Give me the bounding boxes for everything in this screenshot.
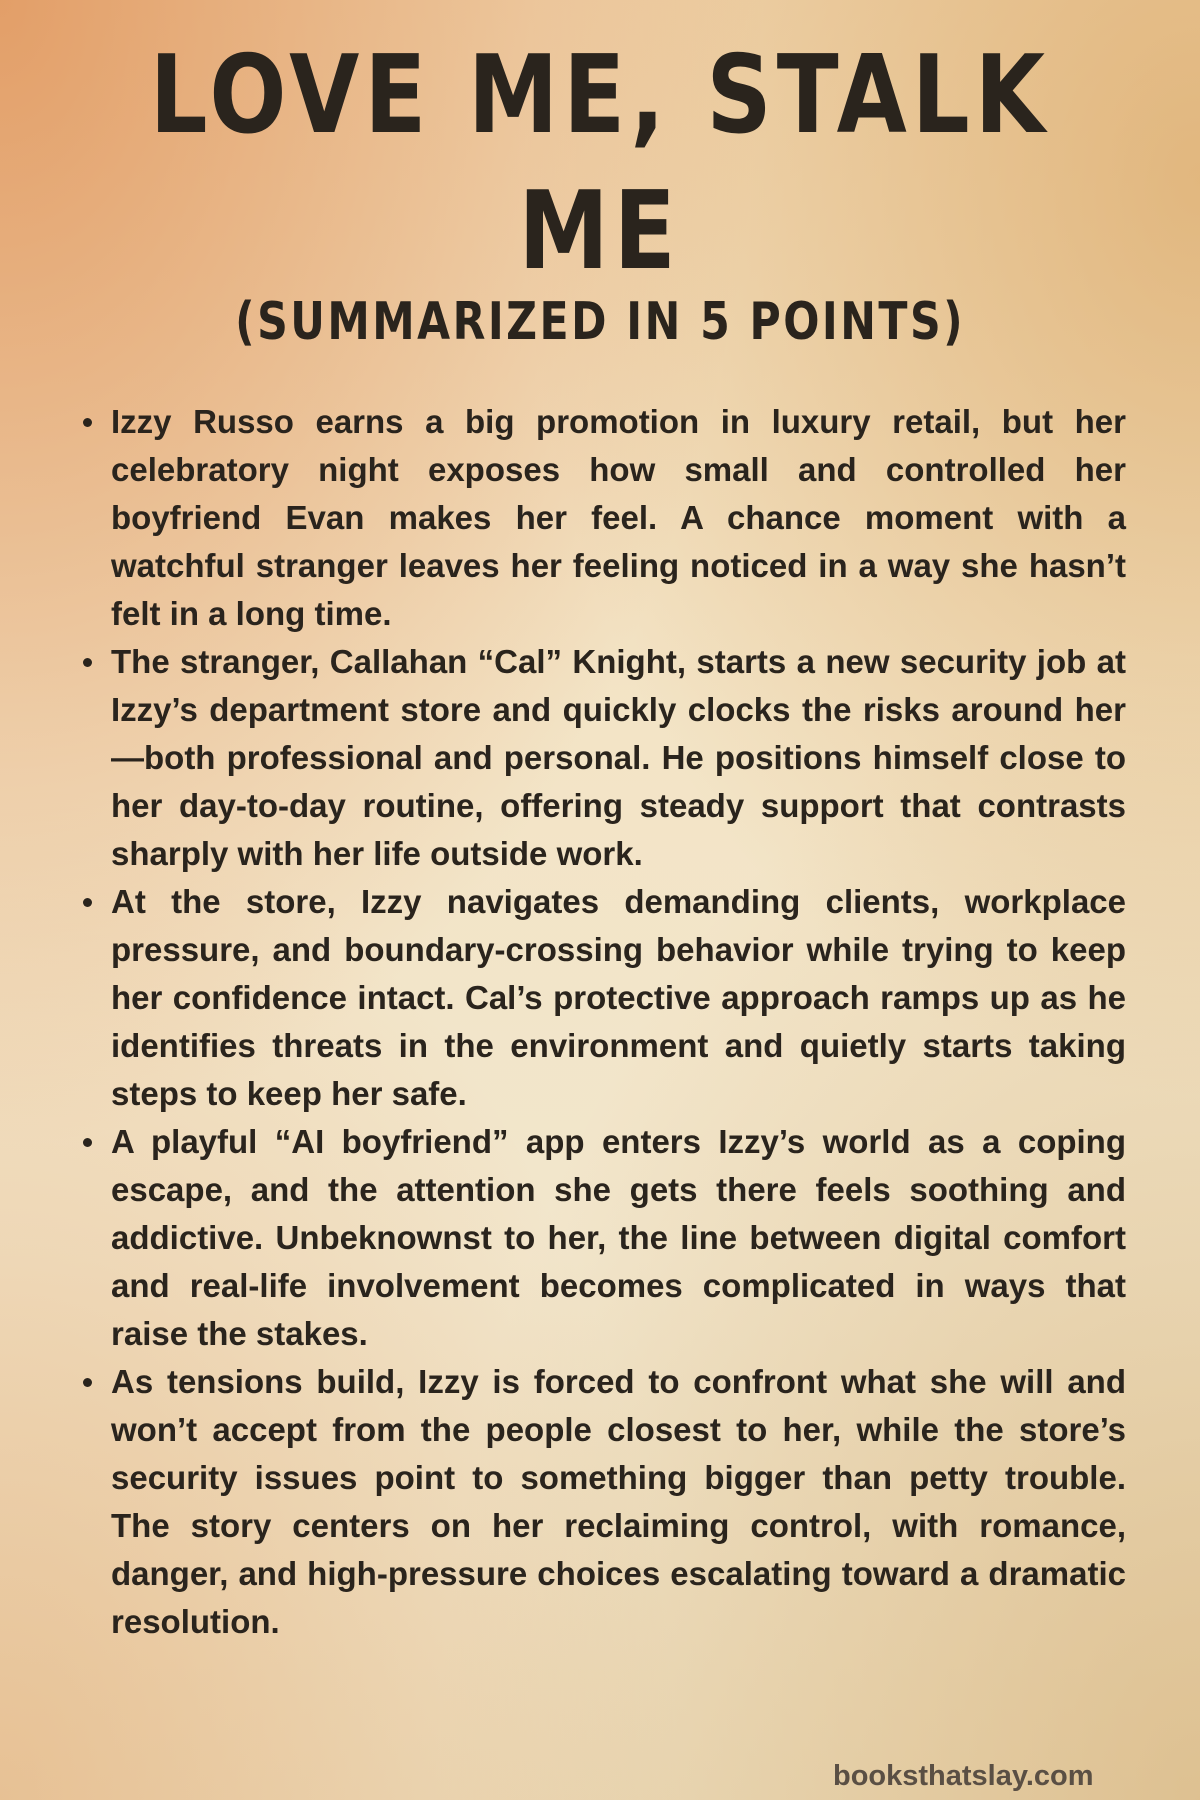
bullet-icon xyxy=(83,418,92,427)
bullet-icon xyxy=(83,1138,92,1147)
title-text: ME xyxy=(518,169,682,294)
title-text: LOVE ME, STALK xyxy=(149,33,1051,158)
summary-point xyxy=(111,638,1126,878)
subtitle-text: (SUMMARIZED IN 5 POINTS) xyxy=(235,292,965,352)
bullet-icon xyxy=(83,898,92,907)
summary-point xyxy=(111,1358,1126,1646)
summary-point xyxy=(111,398,1126,638)
subtitle xyxy=(0,292,1200,352)
point-text: At the store, Izzy navigates demanding clients, workplace pressure, and boundary-crossing behavior while trying to keep her confidence intact. Cal’s protective approach ramps up as he identifies threats in the environment and quietly starts taking steps to keep her safe. xyxy=(111,883,1126,1112)
point-text: A playful “AI boyfriend” app enters Izzy’s world as a coping escape, and the attention she gets there feels soothing and addictive. Unbeknownst to her, the line between digital comfort and real-life involvement becomes complicated in ways that raise the stakes. xyxy=(111,1123,1126,1352)
summary-point xyxy=(111,1118,1126,1358)
bullet-icon xyxy=(83,658,92,667)
point-text: As tensions build, Izzy is forced to confront what she will and won’t accept from the people closest to her, while the store’s security issues point to something bigger than petty trouble. The story centers on her reclaiming control, with romance, danger, and high-pressure choices escalating toward a dramatic resolution. xyxy=(111,1363,1126,1640)
summary-points xyxy=(111,398,1126,1646)
summary-point xyxy=(111,878,1126,1118)
bullet-icon xyxy=(83,1378,92,1387)
point-text: Izzy Russo earns a big promotion in luxury retail, but her celebratory night exposes how small and controlled her boyfriend Evan makes her feel. A chance moment with a watchful stranger leaves her feeling noticed in a way she hasn’t felt in a long time. xyxy=(111,403,1126,632)
point-text: The stranger, Callahan “Cal” Knight, starts a new security job at Izzy’s department store and quickly clocks the risks around her—both professional and personal. He positions himself close to her day-to-day routine, offering steady support that contrasts sharply with her life outside work. xyxy=(111,643,1126,872)
watermark: booksthatslay.com xyxy=(833,1760,1094,1792)
title-line-2 xyxy=(0,169,1200,294)
title-line-1 xyxy=(0,33,1200,158)
